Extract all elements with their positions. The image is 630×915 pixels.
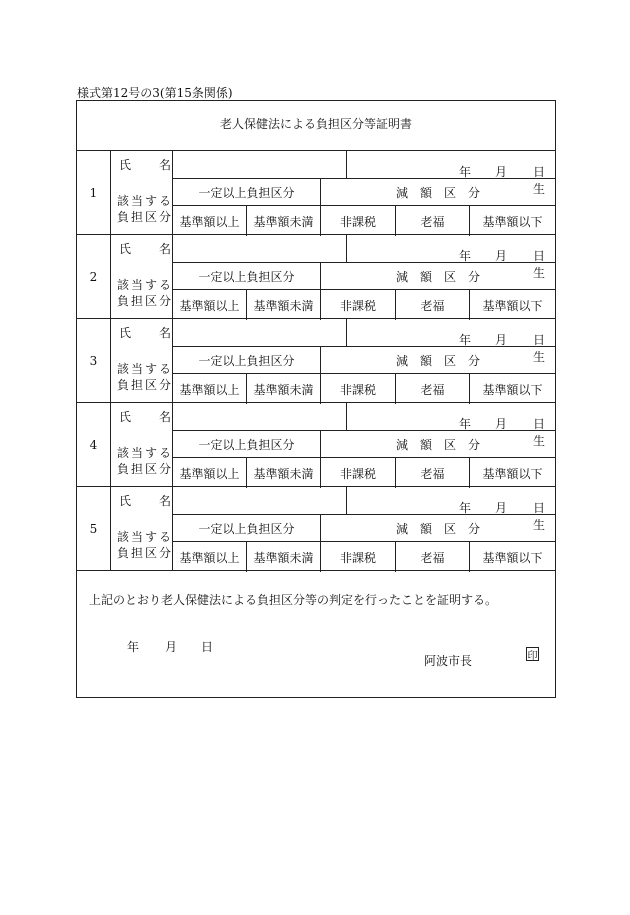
category-grid — [173, 178, 555, 236]
category-label — [111, 178, 173, 235]
birth-year-label: 年 — [459, 165, 472, 179]
option-non-taxable[interactable]: 非課税 — [321, 206, 396, 236]
birth-month-label: 月 — [495, 501, 508, 515]
name-label — [111, 235, 173, 262]
name-label — [111, 151, 173, 178]
name-field[interactable] — [173, 319, 347, 346]
name-field[interactable] — [173, 487, 347, 514]
option-non-taxable[interactable]: 非課税 — [321, 290, 396, 320]
name-label-char-2: 名 — [159, 158, 172, 172]
issue-year-label: 年 — [127, 640, 140, 654]
category-grid — [173, 346, 555, 404]
entry-number: 1 — [77, 151, 111, 234]
category-label-line-2: 負担区分 — [117, 462, 174, 476]
issuer-title: 阿波市長 — [424, 654, 473, 668]
seal-mark: 印 — [526, 647, 539, 661]
category-grid — [173, 430, 555, 488]
name-label-char-1: 氏 — [119, 242, 132, 256]
category-label-line-2: 負担区分 — [117, 546, 174, 560]
certificate-sheet — [76, 100, 556, 698]
name-label-char-1: 氏 — [119, 410, 132, 424]
category-label-line-1: 該当する — [117, 194, 174, 208]
issue-day-label: 日 — [201, 640, 214, 654]
option-below-standard[interactable]: 基準額未満 — [247, 458, 321, 488]
form-number-label: 様式第12号の3(第15条関係) — [77, 86, 233, 100]
group-reduced: 減額区分 — [321, 431, 555, 458]
birth-day-label: 日生 — [533, 249, 546, 280]
option-below-standard[interactable]: 基準額未満 — [247, 374, 321, 404]
name-label-char-1: 氏 — [119, 326, 132, 340]
category-label — [111, 346, 173, 403]
entries-table — [77, 150, 555, 571]
category-label-line-1: 該当する — [117, 446, 174, 460]
option-elderly-welfare[interactable]: 老福 — [396, 374, 470, 404]
group-reduced: 減額区分 — [321, 347, 555, 374]
birth-month-label: 月 — [495, 249, 508, 263]
option-non-taxable[interactable]: 非課税 — [321, 458, 396, 488]
option-below-standard[interactable]: 基準額未満 — [247, 290, 321, 320]
birth-year-label: 年 — [459, 417, 472, 431]
category-label-line-2: 負担区分 — [117, 210, 174, 224]
birth-day-label: 日生 — [533, 501, 546, 532]
group-above-certain: 一定以上負担区分 — [173, 347, 321, 374]
issue-month-label: 月 — [165, 640, 178, 654]
option-standard-or-above[interactable]: 基準額以上 — [173, 542, 247, 572]
name-label-char-1: 氏 — [119, 158, 132, 172]
option-standard-or-above[interactable]: 基準額以上 — [173, 374, 247, 404]
name-label-char-2: 名 — [159, 410, 172, 424]
birth-year-label: 年 — [459, 501, 472, 515]
name-field[interactable] — [173, 151, 347, 178]
birth-day-label: 日生 — [533, 333, 546, 364]
name-label-char-1: 氏 — [119, 494, 132, 508]
option-standard-or-above[interactable]: 基準額以上 — [173, 206, 247, 236]
group-above-certain: 一定以上負担区分 — [173, 515, 321, 542]
entry-number: 3 — [77, 319, 111, 402]
birth-year-label: 年 — [459, 249, 472, 263]
option-below-standard[interactable]: 基準額未満 — [247, 206, 321, 236]
option-below-standard[interactable]: 基準額未満 — [247, 542, 321, 572]
document-title: 老人保健法による負担区分等証明書 — [219, 117, 412, 131]
birth-month-label: 月 — [495, 333, 508, 347]
group-reduced: 減額区分 — [321, 515, 555, 542]
group-above-certain: 一定以上負担区分 — [173, 263, 321, 290]
entry-row — [77, 235, 555, 319]
name-label — [111, 403, 173, 430]
category-grid — [173, 262, 555, 320]
entry-number: 5 — [77, 487, 111, 570]
category-grid — [173, 514, 555, 572]
name-field[interactable] — [173, 235, 347, 262]
birth-month-label: 月 — [495, 165, 508, 179]
category-label — [111, 430, 173, 487]
option-standard-or-below[interactable]: 基準額以下 — [482, 298, 543, 313]
option-standard-or-below[interactable]: 基準額以下 — [482, 466, 543, 481]
entry-number: 2 — [77, 235, 111, 318]
option-standard-or-above[interactable]: 基準額以上 — [173, 458, 247, 488]
option-standard-or-above[interactable]: 基準額以上 — [173, 290, 247, 320]
name-label — [111, 319, 173, 346]
entry-row — [77, 403, 555, 487]
option-standard-or-below[interactable]: 基準額以下 — [482, 214, 543, 229]
option-standard-or-below[interactable]: 基準額以下 — [482, 550, 543, 565]
group-above-certain: 一定以上負担区分 — [173, 431, 321, 458]
category-label-line-1: 該当する — [117, 362, 174, 376]
option-elderly-welfare[interactable]: 老福 — [396, 206, 470, 236]
entry-row — [77, 151, 555, 235]
category-label — [111, 262, 173, 319]
birth-year-label: 年 — [459, 333, 472, 347]
category-label — [111, 514, 173, 571]
category-label-line-1: 該当する — [117, 530, 174, 544]
option-non-taxable[interactable]: 非課税 — [321, 374, 396, 404]
group-above-certain: 一定以上負担区分 — [173, 179, 321, 206]
option-elderly-welfare[interactable]: 老福 — [396, 290, 470, 320]
group-reduced: 減額区分 — [321, 179, 555, 206]
name-label-char-2: 名 — [159, 242, 172, 256]
birth-month-label: 月 — [495, 417, 508, 431]
option-non-taxable[interactable]: 非課税 — [321, 542, 396, 572]
category-label-line-2: 負担区分 — [117, 378, 174, 392]
category-label-line-2: 負担区分 — [117, 294, 174, 308]
entry-number: 4 — [77, 403, 111, 486]
category-label-line-1: 該当する — [117, 278, 174, 292]
birth-day-label: 日生 — [533, 417, 546, 448]
birth-day-label: 日生 — [533, 165, 546, 196]
option-elderly-welfare[interactable]: 老福 — [396, 458, 470, 488]
name-label-char-2: 名 — [159, 326, 172, 340]
name-label — [111, 487, 173, 514]
certification-statement: 上記のとおり老人保健法による負担区分等の判定を行ったことを証明する。 — [89, 593, 498, 607]
entry-row — [77, 487, 555, 571]
group-reduced: 減額区分 — [321, 263, 555, 290]
option-elderly-welfare[interactable]: 老福 — [396, 542, 470, 572]
name-field[interactable] — [173, 403, 347, 430]
name-label-char-2: 名 — [159, 494, 172, 508]
entry-row — [77, 319, 555, 403]
option-standard-or-below[interactable]: 基準額以下 — [482, 382, 543, 397]
